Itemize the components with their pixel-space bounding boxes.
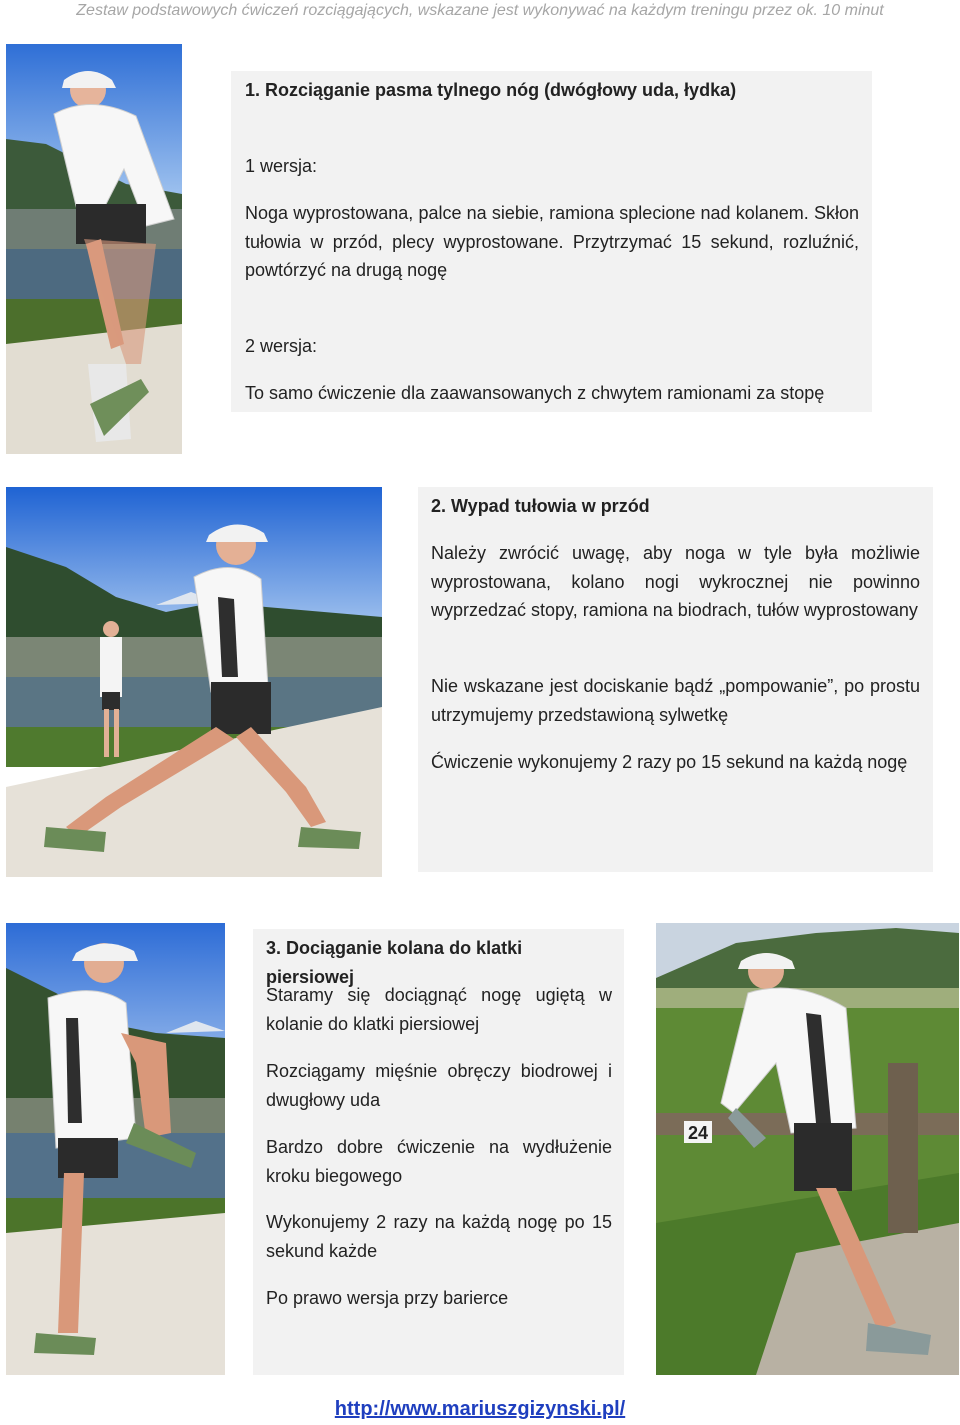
photo-knee-to-chest bbox=[6, 923, 225, 1375]
section-3-paragraph-1: Staramy się dociągnąć nogę ugiętą w kolanie do klatki piersiowej bbox=[266, 985, 612, 1034]
section-1-title: 1. Rozciąganie pasma tylnego nóg (dwógłowy uda, łydka) bbox=[245, 80, 737, 100]
section-2-paragraph-3: Ćwiczenie wykonujemy 2 razy po 15 sekund na każdą nogę bbox=[431, 752, 908, 772]
section-3-paragraph-4: Wykonujemy 2 razy na każdą nogę po 15 sekund każde bbox=[266, 1212, 612, 1261]
section-2-paragraph-1: Należy zwrócić uwagę, aby noga w tyle była możliwie wyprostowana, kolano nogi wykrocznej nie powinno wyprzedzać stopy, ramiona na biodrach, tułów wyprostowany bbox=[431, 543, 920, 620]
section-3-box bbox=[253, 929, 624, 1375]
section-2-box bbox=[418, 487, 933, 872]
section-1-box bbox=[231, 71, 872, 412]
section-3-title: 3. Dociąganie kolana do klatki piersiowej bbox=[266, 938, 523, 987]
photo-barrier-stretch bbox=[656, 923, 959, 1375]
website-link[interactable]: http://www.mariuszgizynski.pl/ bbox=[334, 1398, 626, 1420]
page-header: Zestaw podstawowych ćwiczeń rozciągających, wskazane jest wykonywać na każdym treningu przez ok. 10 minut bbox=[76, 2, 884, 19]
section-1-version-2-label: 2 wersja: bbox=[245, 336, 318, 356]
fence-sign-number: 24 bbox=[687, 1123, 709, 1143]
section-1-version-2-text: To samo ćwiczenie dla zaawansowanych z chwytem ramionami za stopę bbox=[245, 383, 825, 403]
footer bbox=[0, 1398, 960, 1421]
section-3-paragraph-2: Rozciągamy mięśnie obręczy biodrowej i dwugłowy uda bbox=[266, 1061, 612, 1110]
section-3-paragraph-5: Po prawo wersja przy barierce bbox=[266, 1288, 509, 1308]
section-1-version-1-label: 1 wersja: bbox=[245, 156, 318, 176]
photo-lunge-stretch bbox=[6, 487, 382, 877]
section-2-paragraph-2: Nie wskazane jest dociskanie bądź „pompowanie”, po prostu utrzymujemy przedstawioną sylwetkę bbox=[431, 676, 920, 725]
section-3-paragraph-3: Bardzo dobre ćwiczenie na wydłużenie kroku biegowego bbox=[266, 1137, 612, 1186]
section-2-title: 2. Wypad tułowia w przód bbox=[431, 496, 650, 516]
photo-hamstring-stretch bbox=[6, 44, 182, 454]
section-1-version-1-text: Noga wyprostowana, palce na siebie, ramiona splecione nad kolanem. Skłon tułowia w przód, plecy wyprostowane. Przytrzymać 15 sekund, rozluźnić, powtórzyć na drugą nogę bbox=[245, 203, 859, 280]
